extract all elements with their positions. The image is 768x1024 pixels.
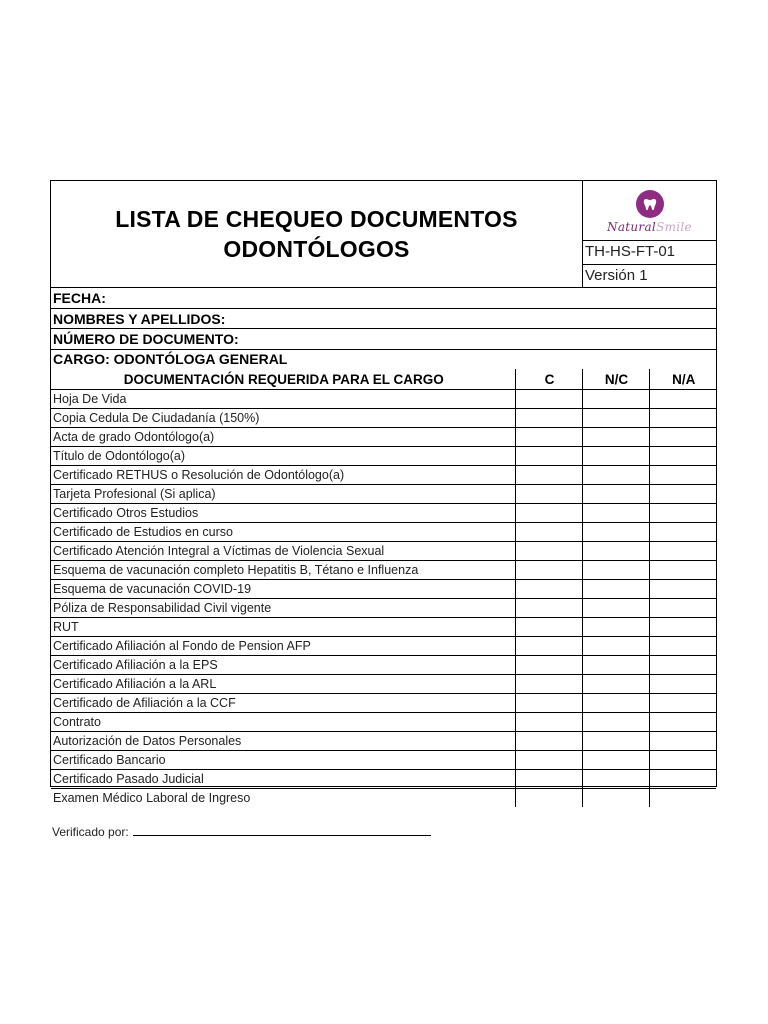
check-cell-c[interactable] [515, 466, 582, 485]
check-cell-nc[interactable] [582, 485, 649, 504]
logo-wordmark [607, 220, 692, 234]
table-row [51, 770, 716, 789]
table-row [51, 504, 716, 523]
table-row [51, 618, 716, 637]
check-cell-nc[interactable] [582, 713, 649, 732]
document-name: RUT [51, 618, 515, 637]
check-cell-na[interactable] [649, 675, 716, 694]
document-name: Certificado Afiliación al Fondo de Pension AFP [51, 637, 515, 656]
check-cell-na[interactable] [649, 732, 716, 751]
check-cell-na[interactable] [649, 390, 716, 409]
check-cell-nc[interactable] [582, 523, 649, 542]
check-cell-c[interactable] [515, 447, 582, 466]
table-row [51, 447, 716, 466]
table-row [51, 390, 716, 409]
check-cell-na[interactable] [649, 618, 716, 637]
document-name: Certificado Atención Integral a Víctimas de Violencia Sexual [51, 542, 515, 561]
check-cell-nc[interactable] [582, 656, 649, 675]
document-name: Hoja De Vida [51, 390, 515, 409]
table-row [51, 599, 716, 618]
table-body [51, 390, 716, 808]
verified-label: Verificado por: [52, 825, 129, 839]
document-name: Acta de grado Odontólogo(a) [51, 428, 515, 447]
field-nombres: NOMBRES Y APELLIDOS: [51, 309, 716, 330]
table-row [51, 561, 716, 580]
check-cell-na[interactable] [649, 713, 716, 732]
header-c: C [515, 369, 582, 390]
check-cell-c[interactable] [515, 751, 582, 770]
logo-text-accent: Smile [656, 219, 692, 234]
table-row [51, 675, 716, 694]
check-cell-na[interactable] [649, 523, 716, 542]
check-cell-c[interactable] [515, 618, 582, 637]
field-cargo: CARGO: ODONTÓLOGA GENERAL [53, 351, 288, 367]
table-row [51, 523, 716, 542]
document-name: Certificado Otros Estudios [51, 504, 515, 523]
checklist-form [50, 180, 717, 805]
check-cell-c[interactable] [515, 561, 582, 580]
document-code: TH-HS-FT-01 [583, 241, 716, 265]
check-cell-na[interactable] [649, 542, 716, 561]
document-name: Certificado de Afiliación a la CCF [51, 694, 515, 713]
document-name: Examen Médico Laboral de Ingreso [51, 789, 515, 808]
table-row [51, 485, 716, 504]
header-na: N/A [649, 369, 716, 390]
check-cell-c[interactable] [515, 542, 582, 561]
check-cell-nc[interactable] [582, 770, 649, 789]
table-row [51, 789, 716, 808]
table-row [51, 751, 716, 770]
check-cell-na[interactable] [649, 428, 716, 447]
check-cell-c[interactable] [515, 675, 582, 694]
check-cell-na[interactable] [649, 485, 716, 504]
check-cell-nc[interactable] [582, 599, 649, 618]
documents-table [51, 369, 716, 807]
document-name: Certificado Afiliación a la ARL [51, 675, 515, 694]
check-cell-nc[interactable] [582, 675, 649, 694]
check-cell-c[interactable] [515, 770, 582, 789]
document-name: Título de Odontólogo(a) [51, 447, 515, 466]
table-header-row [51, 369, 716, 390]
table-row [51, 428, 716, 447]
check-cell-nc[interactable] [582, 637, 649, 656]
field-fecha: FECHA: [51, 288, 716, 309]
table-row [51, 656, 716, 675]
document-name: Tarjeta Profesional (Si aplica) [51, 485, 515, 504]
check-cell-nc[interactable] [582, 466, 649, 485]
title-line-1: LISTA DE CHEQUEO DOCUMENTOS [115, 206, 518, 232]
check-cell-c[interactable] [515, 637, 582, 656]
table-row [51, 580, 716, 599]
check-cell-na[interactable] [649, 694, 716, 713]
check-cell-c[interactable] [515, 732, 582, 751]
check-cell-c[interactable] [515, 409, 582, 428]
document-name: Póliza de Responsabilidad Civil vigente [51, 599, 515, 618]
document-name: Esquema de vacunación COVID-19 [51, 580, 515, 599]
document-version: Versión 1 [585, 267, 648, 284]
check-cell-na[interactable] [649, 770, 716, 789]
form-meta [583, 181, 716, 287]
document-name: Autorización de Datos Personales [51, 732, 515, 751]
company-logo [583, 181, 716, 241]
check-cell-c[interactable] [515, 504, 582, 523]
check-cell-nc[interactable] [582, 542, 649, 561]
check-cell-c[interactable] [515, 428, 582, 447]
document-name: Contrato [51, 713, 515, 732]
document-name: Certificado Afiliación a la EPS [51, 656, 515, 675]
document-name: Certificado Pasado Judicial [51, 770, 515, 789]
check-cell-nc[interactable] [582, 409, 649, 428]
check-cell-na[interactable] [649, 561, 716, 580]
verified-by [52, 824, 431, 839]
check-cell-na[interactable] [649, 466, 716, 485]
check-cell-na[interactable] [649, 447, 716, 466]
document-name: Copia Cedula De Ciudadanía (150%) [51, 409, 515, 428]
check-cell-nc[interactable] [582, 789, 649, 808]
document-name: Certificado RETHUS o Resolución de Odontólogo(a) [51, 466, 515, 485]
form-header [51, 181, 716, 288]
check-cell-na[interactable] [649, 789, 716, 808]
check-cell-nc[interactable] [582, 561, 649, 580]
header-documentacion: DOCUMENTACIÓN REQUERIDA PARA EL CARGO [51, 369, 515, 390]
check-cell-c[interactable] [515, 713, 582, 732]
check-cell-c[interactable] [515, 390, 582, 409]
check-cell-nc[interactable] [582, 732, 649, 751]
table-row [51, 732, 716, 751]
field-numero-documento: NÚMERO DE DOCUMENTO: [51, 329, 716, 350]
check-cell-nc[interactable] [582, 504, 649, 523]
check-cell-nc[interactable] [582, 447, 649, 466]
table-row [51, 713, 716, 732]
check-cell-c[interactable] [515, 789, 582, 808]
check-cell-nc[interactable] [582, 694, 649, 713]
table-row [51, 409, 716, 428]
form-title [51, 181, 583, 287]
logo-text-main: Natural [607, 219, 657, 234]
check-cell-nc[interactable] [582, 751, 649, 770]
check-cell-na[interactable] [649, 656, 716, 675]
check-cell-na[interactable] [649, 599, 716, 618]
check-cell-na[interactable] [649, 409, 716, 428]
check-cell-c[interactable] [515, 599, 582, 618]
table-row [51, 542, 716, 561]
check-cell-nc[interactable] [582, 390, 649, 409]
table-row [51, 637, 716, 656]
check-cell-c[interactable] [515, 523, 582, 542]
check-cell-nc[interactable] [582, 580, 649, 599]
check-cell-c[interactable] [515, 656, 582, 675]
document-name: Certificado Bancario [51, 751, 515, 770]
check-cell-c[interactable] [515, 580, 582, 599]
check-cell-na[interactable] [649, 751, 716, 770]
signature-line[interactable] [133, 824, 431, 836]
check-cell-na[interactable] [649, 637, 716, 656]
document-name: Certificado de Estudios en curso [51, 523, 515, 542]
check-cell-c[interactable] [515, 694, 582, 713]
check-cell-nc[interactable] [582, 428, 649, 447]
check-cell-na[interactable] [649, 504, 716, 523]
check-cell-na[interactable] [649, 580, 716, 599]
check-cell-nc[interactable] [582, 618, 649, 637]
table-row [51, 694, 716, 713]
table-row [51, 466, 716, 485]
header-nc: N/C [582, 369, 649, 390]
title-line-2: ODONTÓLOGOS [223, 236, 410, 262]
check-cell-c[interactable] [515, 485, 582, 504]
tooth-icon [636, 190, 664, 218]
document-name: Esquema de vacunación completo Hepatitis B, Tétano e Influenza [51, 561, 515, 580]
